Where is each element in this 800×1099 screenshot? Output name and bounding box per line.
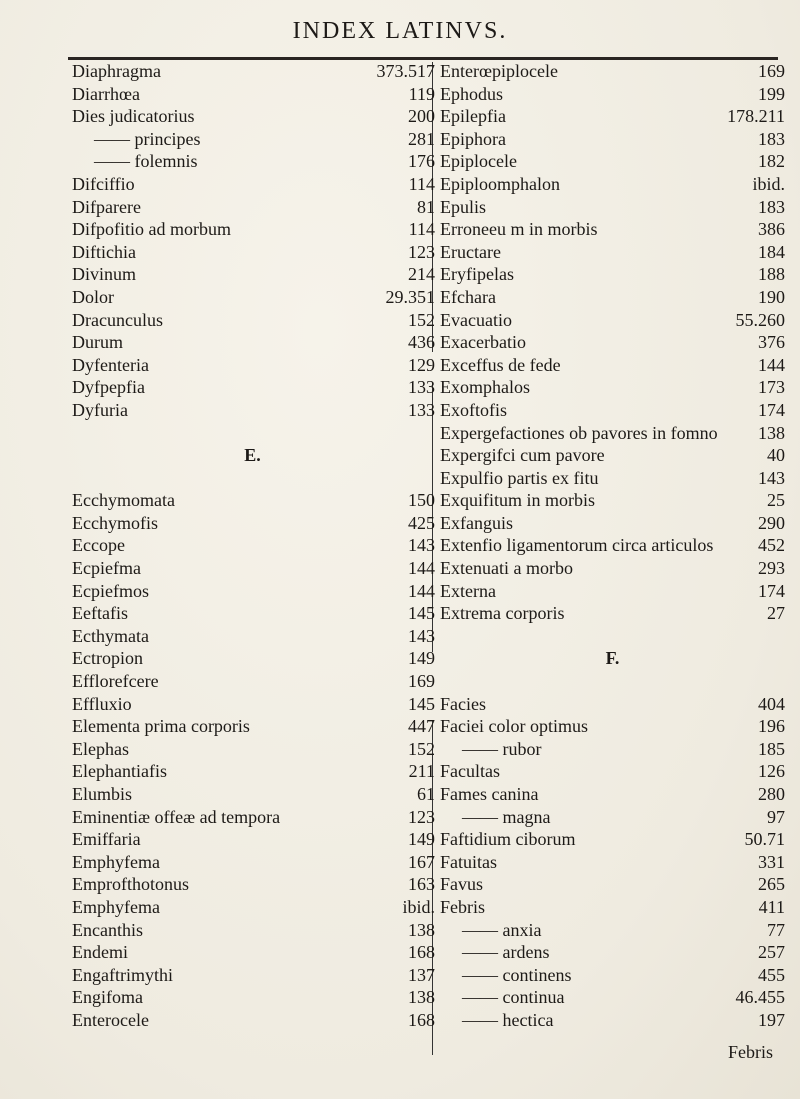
index-entry — [70, 738, 435, 761]
index-entry — [70, 670, 435, 693]
index-entry — [70, 83, 435, 106]
index-entry — [70, 218, 435, 241]
page-reference: 411 — [758, 896, 785, 917]
page-reference: 143 — [758, 467, 785, 488]
index-entry — [70, 150, 435, 173]
index-entry — [440, 783, 785, 806]
index-term: Eminentiæ offeæ ad tempora — [72, 806, 281, 827]
index-entry — [440, 896, 785, 919]
index-entry — [440, 580, 785, 603]
index-term: Exacerbatio — [440, 332, 526, 353]
index-entry — [440, 399, 785, 422]
section-letter — [440, 647, 785, 670]
index-term: Erroneeu m in morbis — [440, 219, 598, 240]
index-term: Difpofitio ad morbum — [72, 219, 231, 240]
index-entry — [440, 218, 785, 241]
index-entry — [70, 760, 435, 783]
index-entry — [440, 467, 785, 490]
index-entry — [70, 196, 435, 219]
index-entry — [70, 286, 435, 309]
index-entry — [70, 512, 435, 535]
page-reference: 133 — [408, 399, 435, 420]
index-entry — [70, 60, 435, 83]
index-term: Ecpiefma — [72, 558, 141, 579]
index-term: Faciei color optimus — [440, 716, 588, 737]
page-reference: 149 — [408, 648, 435, 669]
index-entry — [440, 444, 785, 467]
index-term: —— magna — [462, 806, 551, 827]
page-reference: 46.455 — [735, 987, 785, 1008]
index-term: Expulfio partis ex fitu — [440, 467, 599, 488]
section-letter-text: F. — [605, 648, 620, 669]
right-index-column — [440, 60, 785, 1032]
page-reference: 144 — [408, 558, 435, 579]
index-term: Elementa prima corporis — [72, 716, 250, 737]
page-reference: 144 — [758, 354, 785, 375]
index-term: Exceffus de fede — [440, 354, 561, 375]
index-entry — [70, 851, 435, 874]
index-term: Favus — [440, 874, 484, 895]
index-entry — [440, 60, 785, 83]
index-entry — [70, 128, 435, 151]
index-entry — [70, 828, 435, 851]
page-reference: 176 — [408, 151, 435, 172]
page-reference: 168 — [408, 942, 435, 963]
row-spacer — [440, 670, 785, 693]
index-term: Eccope — [72, 535, 125, 556]
page-reference: 163 — [408, 874, 435, 895]
index-term: Diaphragma — [72, 61, 161, 81]
page-reference: 167 — [408, 851, 435, 872]
index-term: Efchara — [440, 286, 496, 307]
page-reference: 29.351 — [385, 286, 435, 307]
index-entry — [70, 693, 435, 716]
index-term: Epilepfia — [440, 106, 506, 127]
row-spacer — [70, 422, 435, 445]
index-entry — [70, 557, 435, 580]
index-entry — [70, 173, 435, 196]
page-reference: 114 — [408, 219, 435, 240]
index-entry — [440, 873, 785, 896]
row-spacer — [70, 467, 435, 490]
page-reference: 152 — [408, 738, 435, 759]
index-entry — [70, 783, 435, 806]
page-reference: 257 — [758, 942, 785, 963]
page-reference: 61 — [417, 784, 435, 804]
page-reference: 290 — [758, 512, 785, 533]
page-reference: 55.260 — [735, 309, 785, 330]
index-term: —— hectica — [462, 1009, 554, 1030]
page-reference: 265 — [758, 874, 785, 895]
page-reference: 119 — [408, 83, 435, 104]
index-term: Ectropion — [72, 648, 143, 669]
index-term: Extrema corporis — [440, 603, 565, 624]
index-term: Fatuitas — [440, 851, 497, 872]
index-entry — [70, 806, 435, 829]
index-entry — [440, 738, 785, 761]
page-reference: 77 — [767, 919, 785, 940]
index-term: Efflorefcere — [72, 671, 159, 692]
page-reference: 114 — [408, 173, 435, 194]
index-entry — [70, 399, 435, 422]
index-entry — [440, 760, 785, 783]
index-entry — [440, 196, 785, 219]
section-letter — [70, 444, 435, 467]
index-entry — [70, 986, 435, 1009]
index-entry — [70, 580, 435, 603]
index-term: —— principes — [94, 128, 201, 149]
index-term: Endemi — [72, 942, 128, 963]
index-term: Emphyfema — [72, 896, 160, 917]
page-reference: 281 — [408, 128, 435, 149]
index-entry — [440, 986, 785, 1009]
index-entry — [70, 896, 435, 919]
index-term: Epiplocele — [440, 151, 517, 172]
page-reference: 81 — [417, 196, 435, 217]
index-term: Effluxio — [72, 693, 132, 714]
page-reference: 404 — [758, 693, 785, 714]
index-entry — [440, 105, 785, 128]
index-entry — [440, 534, 785, 557]
index-term: Facies — [440, 693, 486, 714]
index-term: Diftichia — [72, 241, 136, 262]
page-reference: 183 — [758, 128, 785, 149]
index-entry — [70, 105, 435, 128]
page-reference: 149 — [408, 829, 435, 850]
index-term: Engifoma — [72, 987, 143, 1008]
index-entry — [70, 602, 435, 625]
index-term: Durum — [72, 332, 123, 353]
index-term: —— folemnis — [94, 151, 198, 172]
index-entry — [70, 354, 435, 377]
index-entry — [70, 534, 435, 557]
index-term: Expergifci cum pavore — [440, 445, 605, 466]
left-index-column — [70, 60, 435, 1032]
index-term: Facultas — [440, 761, 500, 782]
index-term: Eeftafis — [72, 603, 128, 624]
index-entry — [440, 331, 785, 354]
page-reference: 174 — [758, 580, 785, 601]
page-reference: 386 — [758, 219, 785, 240]
page-reference: 169 — [408, 671, 435, 692]
page-reference: 178.211 — [727, 106, 785, 127]
page-reference: 196 — [758, 716, 785, 737]
index-term: Dolor — [72, 286, 114, 307]
index-entry — [440, 1009, 785, 1032]
index-entry — [440, 309, 785, 332]
index-term: Enterœpiplocele — [440, 61, 558, 81]
index-entry — [440, 964, 785, 987]
page-reference: 182 — [758, 151, 785, 172]
page-reference: 97 — [767, 806, 785, 827]
index-term: Elephas — [72, 738, 129, 759]
index-entry — [70, 241, 435, 264]
index-term: Ecthymata — [72, 625, 149, 646]
index-entry — [440, 828, 785, 851]
row-spacer — [440, 625, 785, 648]
index-term: Exfanguis — [440, 512, 513, 533]
index-term: Exquifitum in morbis — [440, 490, 595, 511]
index-entry — [70, 715, 435, 738]
index-term: —— anxia — [462, 919, 542, 940]
page-reference: 144 — [408, 580, 435, 601]
page-reference: 138 — [408, 919, 435, 940]
index-term: Difparere — [72, 196, 141, 217]
index-term: Diarrhœa — [72, 83, 140, 104]
index-term: Febris — [440, 896, 485, 917]
index-term: —— continens — [462, 964, 572, 985]
page-reference: 183 — [758, 196, 785, 217]
index-entry — [440, 602, 785, 625]
index-term: Epulis — [440, 196, 487, 217]
index-term: —— rubor — [462, 738, 542, 759]
page-reference: ibid. — [402, 896, 435, 917]
page-reference: 376 — [758, 332, 785, 353]
page-reference: 184 — [758, 241, 785, 262]
index-entry — [440, 715, 785, 738]
index-entry — [440, 173, 785, 196]
index-term: Elumbis — [72, 784, 133, 804]
page-reference: 188 — [758, 264, 785, 285]
index-term: Extenfio ligamentorum circa articulos — [440, 535, 714, 556]
index-entry — [70, 376, 435, 399]
page-reference: 425 — [408, 512, 435, 533]
index-entry — [440, 376, 785, 399]
page-reference: 25 — [767, 490, 785, 511]
index-entry — [440, 851, 785, 874]
index-term: Exomphalos — [440, 377, 530, 398]
index-entry — [440, 354, 785, 377]
index-term: Eryfipelas — [440, 264, 514, 285]
page-reference: 197 — [758, 1009, 785, 1030]
page-reference: 199 — [758, 83, 785, 104]
index-entry — [440, 693, 785, 716]
index-term: Extenuati a morbo — [440, 558, 573, 579]
index-term: Engaftrimythi — [72, 964, 173, 985]
page-reference: 214 — [408, 264, 435, 285]
page-reference: 50.71 — [744, 829, 785, 850]
index-entry — [440, 422, 785, 445]
page-reference: 150 — [408, 490, 435, 511]
page-reference: 143 — [408, 625, 435, 646]
index-term: Evacuatio — [440, 309, 512, 330]
page-reference: 145 — [408, 693, 435, 714]
index-entry — [70, 873, 435, 896]
page-reference: 123 — [408, 241, 435, 262]
index-entry — [440, 919, 785, 942]
index-term: Emphyfema — [72, 851, 160, 872]
index-entry — [440, 557, 785, 580]
page-reference: 168 — [408, 1009, 435, 1030]
index-term: Fames canina — [440, 784, 539, 804]
index-term: Dyfenteria — [72, 354, 149, 375]
index-entry — [440, 806, 785, 829]
index-term: Emiffaria — [72, 829, 141, 850]
index-term: Difciffio — [72, 173, 135, 194]
page-reference: ibid. — [752, 173, 785, 194]
page-reference: 452 — [758, 535, 785, 556]
index-entry — [70, 1009, 435, 1032]
index-term: Dyfuria — [72, 399, 128, 420]
index-entry — [70, 309, 435, 332]
index-entry — [440, 150, 785, 173]
index-term: Ecpiefmos — [72, 580, 149, 601]
page-reference: 173 — [758, 377, 785, 398]
page-reference: 129 — [408, 354, 435, 375]
index-entry — [440, 286, 785, 309]
index-term: Ecchymofis — [72, 512, 158, 533]
index-entry — [440, 128, 785, 151]
index-term: —— ardens — [462, 942, 550, 963]
index-term: Epiphora — [440, 128, 506, 149]
index-term: Divinum — [72, 264, 137, 285]
page-reference: 455 — [758, 964, 785, 985]
index-term: Expergefactiones ob pavores in fomno — [440, 422, 718, 443]
page-reference: 169 — [758, 61, 785, 81]
index-entry — [70, 647, 435, 670]
index-term: Encanthis — [72, 919, 143, 940]
index-term: Dyfpepfia — [72, 377, 145, 398]
page-reference: 331 — [758, 851, 785, 872]
index-entry — [440, 489, 785, 512]
index-term: Dracunculus — [72, 309, 163, 330]
index-term: Enterocele — [72, 1009, 149, 1030]
index-entry — [70, 964, 435, 987]
index-entry — [440, 241, 785, 264]
index-entry — [70, 331, 435, 354]
page-reference: 200 — [408, 106, 435, 127]
index-entry — [70, 941, 435, 964]
index-entry — [70, 919, 435, 942]
index-entry — [70, 263, 435, 286]
index-entry — [70, 489, 435, 512]
page-reference: 143 — [408, 535, 435, 556]
page-reference: 185 — [758, 738, 785, 759]
page-reference: 137 — [408, 964, 435, 985]
index-term: Exoftofis — [440, 399, 507, 420]
page-reference: 211 — [408, 761, 435, 782]
section-letter-text: E. — [244, 445, 261, 466]
page-header: INDEX LATINVS. — [292, 18, 508, 44]
index-term: Emprofthotonus — [72, 874, 189, 895]
page-reference: 190 — [758, 286, 785, 307]
index-entry — [440, 263, 785, 286]
index-entry — [70, 625, 435, 648]
page-reference: 133 — [408, 377, 435, 398]
page-reference: 123 — [408, 806, 435, 827]
page-reference: 145 — [408, 603, 435, 624]
index-entry — [440, 512, 785, 535]
page-reference: 152 — [408, 309, 435, 330]
page-reference: 280 — [758, 784, 785, 804]
index-term: Dies judicatorius — [72, 106, 195, 127]
index-term: —— continua — [462, 987, 565, 1008]
catchword: Febris — [728, 1042, 773, 1062]
index-entry — [440, 941, 785, 964]
page-reference: 373.517 — [376, 61, 435, 81]
index-term: Externa — [440, 580, 496, 601]
page-reference: 436 — [408, 332, 435, 353]
page-reference: 174 — [758, 399, 785, 420]
page-reference: 447 — [408, 716, 435, 737]
index-term: Ephodus — [440, 83, 503, 104]
index-term: Epiploomphalon — [440, 173, 560, 194]
page-reference: 126 — [758, 761, 785, 782]
index-entry — [440, 83, 785, 106]
index-term: Eructare — [440, 241, 501, 262]
page-reference: 40 — [767, 445, 785, 466]
page-reference: 27 — [767, 603, 785, 624]
index-term: Elephantiafis — [72, 761, 167, 782]
index-term: Faftidium ciborum — [440, 829, 576, 850]
page-reference: 138 — [758, 422, 785, 443]
page-reference: 293 — [758, 558, 785, 579]
index-term: Ecchymomata — [72, 490, 175, 511]
page-reference: 138 — [408, 987, 435, 1008]
